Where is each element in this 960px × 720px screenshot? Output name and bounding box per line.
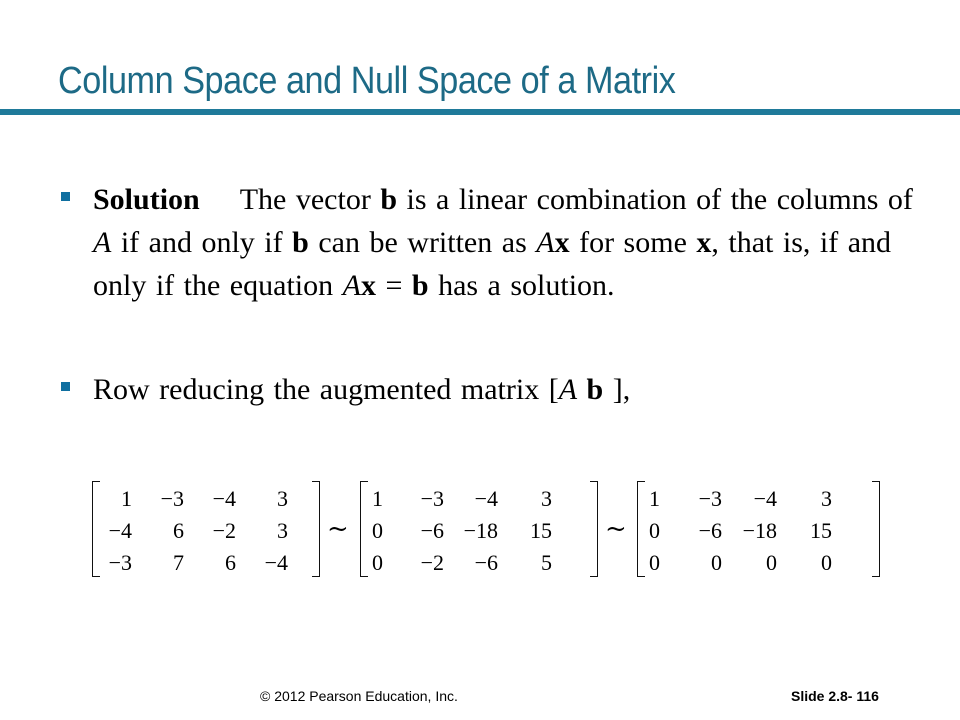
matrix-cell: 3 — [541, 486, 552, 511]
vector-b: b — [586, 373, 604, 406]
matrix-cell: 0 — [649, 518, 660, 543]
matrix-row — [102, 484, 310, 514]
matrix-cell: −18 — [742, 518, 777, 543]
right-bracket — [312, 481, 320, 577]
row-equivalent-symbol: ~ — [605, 514, 627, 544]
matrix-A: A — [558, 373, 578, 406]
text-segment: The vector — [239, 183, 381, 216]
matrix-cell: 0 — [372, 550, 383, 575]
echelon-matrix — [637, 478, 880, 582]
matrix-cell: −2 — [420, 550, 444, 575]
matrix-cell: 6 — [225, 550, 236, 575]
text-segment: , that is, if and only if the equation — [93, 226, 892, 302]
text-segment: Row reducing the augmented matrix [ — [93, 373, 559, 406]
title-underline — [0, 109, 960, 115]
text-segment — [577, 373, 587, 406]
square-bullet-icon — [61, 382, 70, 391]
matrix-cell: −4 — [474, 486, 498, 511]
matrix-cell: 0 — [649, 550, 660, 575]
matrix-cell: 5 — [541, 550, 552, 575]
matrix-cell: 1 — [121, 486, 132, 511]
matrix-cell: −2 — [212, 518, 236, 543]
slide-title: Column Space and Null Space of a Matrix — [58, 60, 676, 102]
matrix-A: A — [93, 226, 112, 259]
matrix-cell: 0 — [821, 550, 832, 575]
row-reduction-equation — [92, 478, 882, 586]
matrix-cell: −4 — [753, 486, 777, 511]
matrix-A: A — [536, 226, 555, 259]
matrix-row — [370, 548, 588, 578]
right-bracket — [872, 481, 880, 577]
vector-x: x — [360, 269, 376, 302]
vector-b: b — [292, 226, 309, 259]
vector-x: x — [696, 226, 712, 259]
text-segment: is a linear combination of the columns of — [397, 183, 913, 216]
matrix-row — [102, 548, 310, 578]
matrix-cell: 7 — [173, 550, 184, 575]
matrix-cell: −4 — [212, 486, 236, 511]
slide-number: Slide 2.8- 116 — [791, 688, 879, 704]
text-segment: if and only if — [111, 226, 293, 259]
matrix-cell: 15 — [810, 518, 832, 543]
matrix-cell: −18 — [463, 518, 498, 543]
matrix-cell: −3 — [420, 486, 444, 511]
left-bracket — [92, 481, 100, 577]
matrix-cell: −3 — [108, 550, 132, 575]
text-segment: ], — [603, 373, 631, 406]
matrix-row — [647, 516, 870, 546]
matrix-row — [647, 484, 870, 514]
row-equivalent-symbol: ~ — [327, 514, 349, 544]
left-bracket — [637, 481, 645, 577]
matrix-cell: 0 — [711, 550, 722, 575]
right-bracket — [590, 481, 598, 577]
matrix-row — [370, 484, 588, 514]
text-segment: has a solution. — [428, 269, 615, 302]
matrix-cell: 15 — [530, 518, 552, 543]
matrix-row — [647, 548, 870, 578]
matrix-cell: 6 — [173, 518, 184, 543]
matrix-cell: 3 — [277, 486, 288, 511]
vector-b: b — [411, 269, 429, 302]
intermediate-matrix — [360, 478, 598, 582]
matrix-cell: 3 — [277, 518, 288, 543]
solution-label: Solution — [93, 183, 200, 216]
matrix-cell: −4 — [108, 518, 132, 543]
matrix-cell: 0 — [372, 518, 383, 543]
matrix-cell: 3 — [821, 486, 832, 511]
matrix-cell: 1 — [372, 486, 383, 511]
bullet-solution — [93, 178, 913, 307]
matrix-cell: −6 — [474, 550, 498, 575]
matrix-row — [102, 516, 310, 546]
matrix-cell: 0 — [766, 550, 777, 575]
bullet-row-reduce — [93, 368, 913, 411]
matrix-A: A — [342, 269, 361, 302]
matrix-cell: −6 — [698, 518, 722, 543]
matrix-cell: −3 — [698, 486, 722, 511]
matrix-cell: 1 — [649, 486, 660, 511]
vector-x: x — [554, 226, 570, 259]
text-segment: = — [375, 269, 412, 302]
square-bullet-icon — [61, 192, 70, 201]
augmented-matrix — [92, 478, 320, 582]
left-bracket — [360, 481, 368, 577]
matrix-cell: −3 — [160, 486, 184, 511]
text-segment: can be written as — [308, 226, 537, 259]
matrix-cell: −4 — [264, 550, 288, 575]
matrix-row — [370, 516, 588, 546]
matrix-cell: −6 — [420, 518, 444, 543]
text-segment: for some — [569, 226, 697, 259]
copyright-footer: © 2012 Pearson Education, Inc. — [260, 688, 458, 704]
vector-b: b — [380, 183, 398, 216]
